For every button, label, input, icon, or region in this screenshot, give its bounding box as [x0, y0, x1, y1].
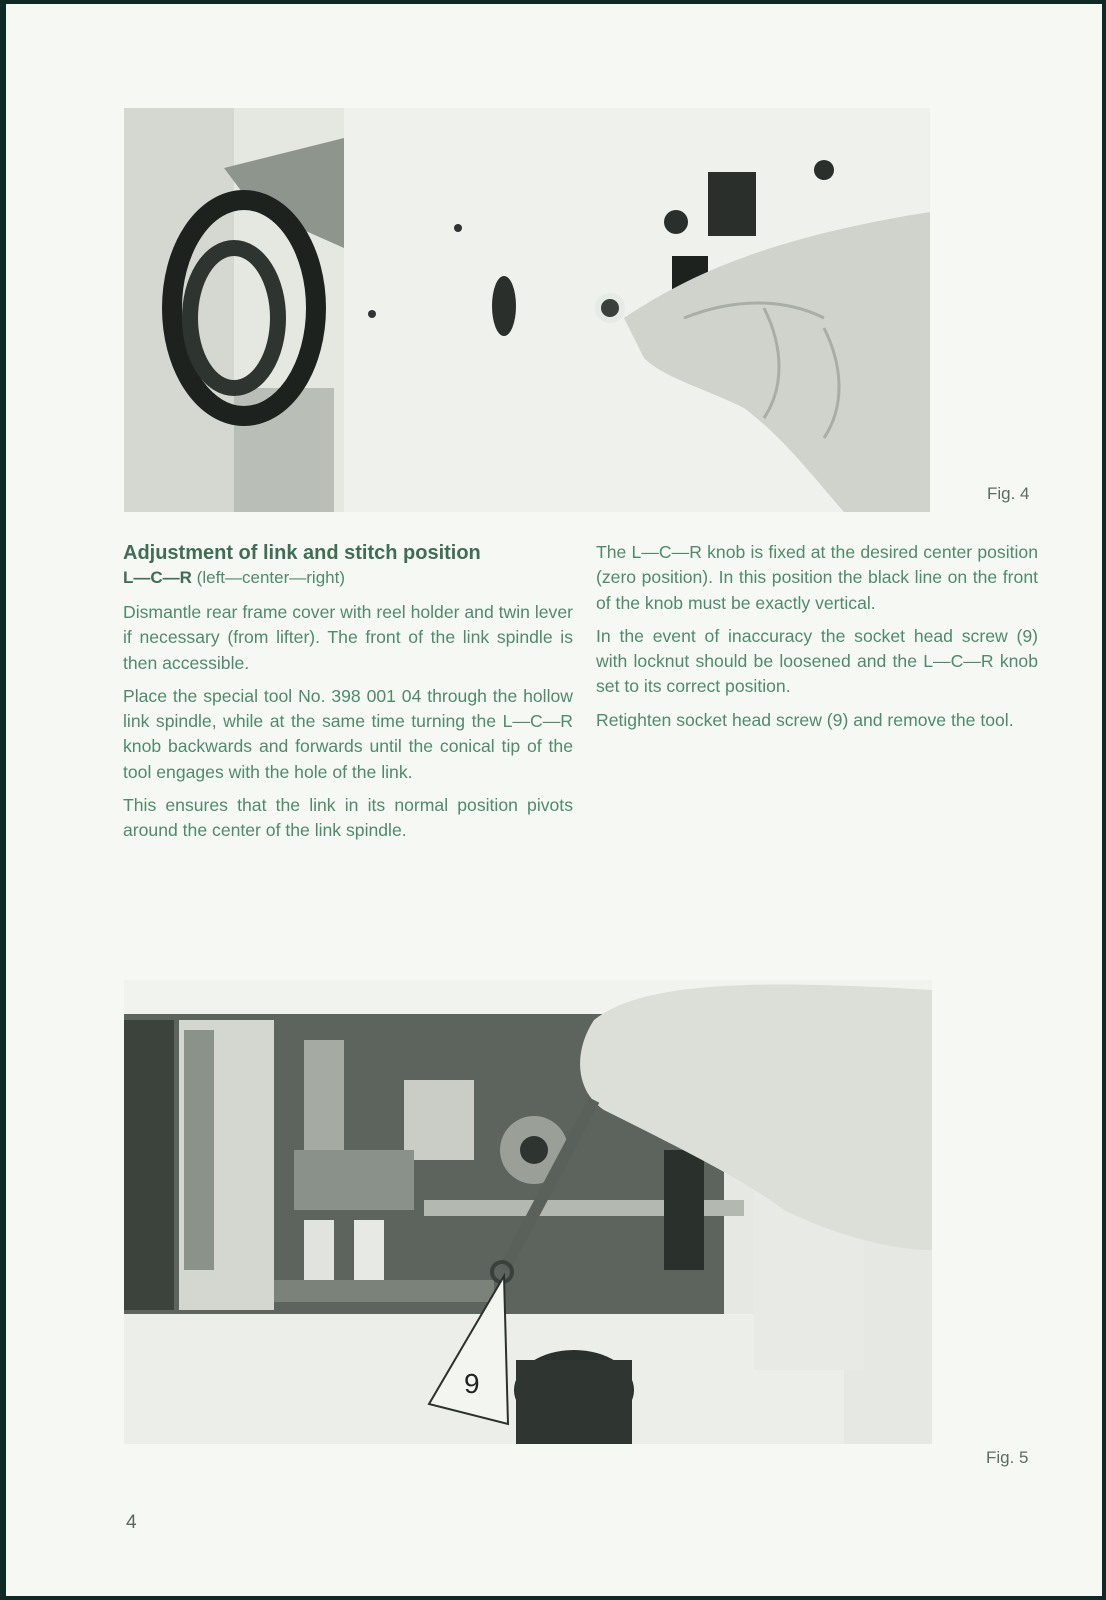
page-number: 4	[126, 1512, 137, 1533]
subtitle-lcr: L—C—R	[123, 568, 192, 587]
section-subtitle	[123, 566, 573, 590]
figure-4-label: Fig. 4	[987, 484, 1030, 503]
right-column	[596, 540, 1038, 741]
figure-4-photo	[124, 108, 930, 512]
manual-page	[6, 4, 1102, 1596]
paragraph-knob-fixed: The L—C—R knob is fixed at the desired center position (zero position). In this position the black line on the front of the knob must be exactly vertical.	[596, 542, 1038, 613]
left-column	[123, 540, 573, 852]
paragraph-retighten: Retighten socket head screw (9) and remove the tool.	[596, 709, 1014, 730]
callout-screw-9: 9	[464, 1368, 480, 1399]
paragraph-place-tool: Place the special tool No. 398 001 04 through the hollow link spindle, while at the same time turning the L—C—R knob backwards and forwards until the conical tip of the tool engages with the hole of the link.	[123, 685, 573, 782]
paragraph-inaccuracy: In the event of inaccuracy the socket head screw (9) with locknut should be loosened and the L—C—R knob set to its correct position.	[596, 625, 1038, 697]
figure-5-photo	[124, 980, 932, 1444]
figure-5-label: Fig. 5	[986, 1448, 1029, 1467]
subtitle-rest: (left—center—right)	[191, 568, 345, 587]
paragraph-ensures: This ensures that the link in its normal position pivots around the center of the link spindle.	[123, 795, 573, 841]
mechanism-illustration	[124, 980, 932, 1444]
paragraph-dismantle: Dismantle rear frame cover with reel holder and twin lever if necessary (from lifter). The front of the link spindle is then accessible.	[123, 602, 573, 673]
machine-rear-illustration	[124, 108, 930, 512]
section-title: Adjustment of link and stitch position	[123, 542, 481, 564]
